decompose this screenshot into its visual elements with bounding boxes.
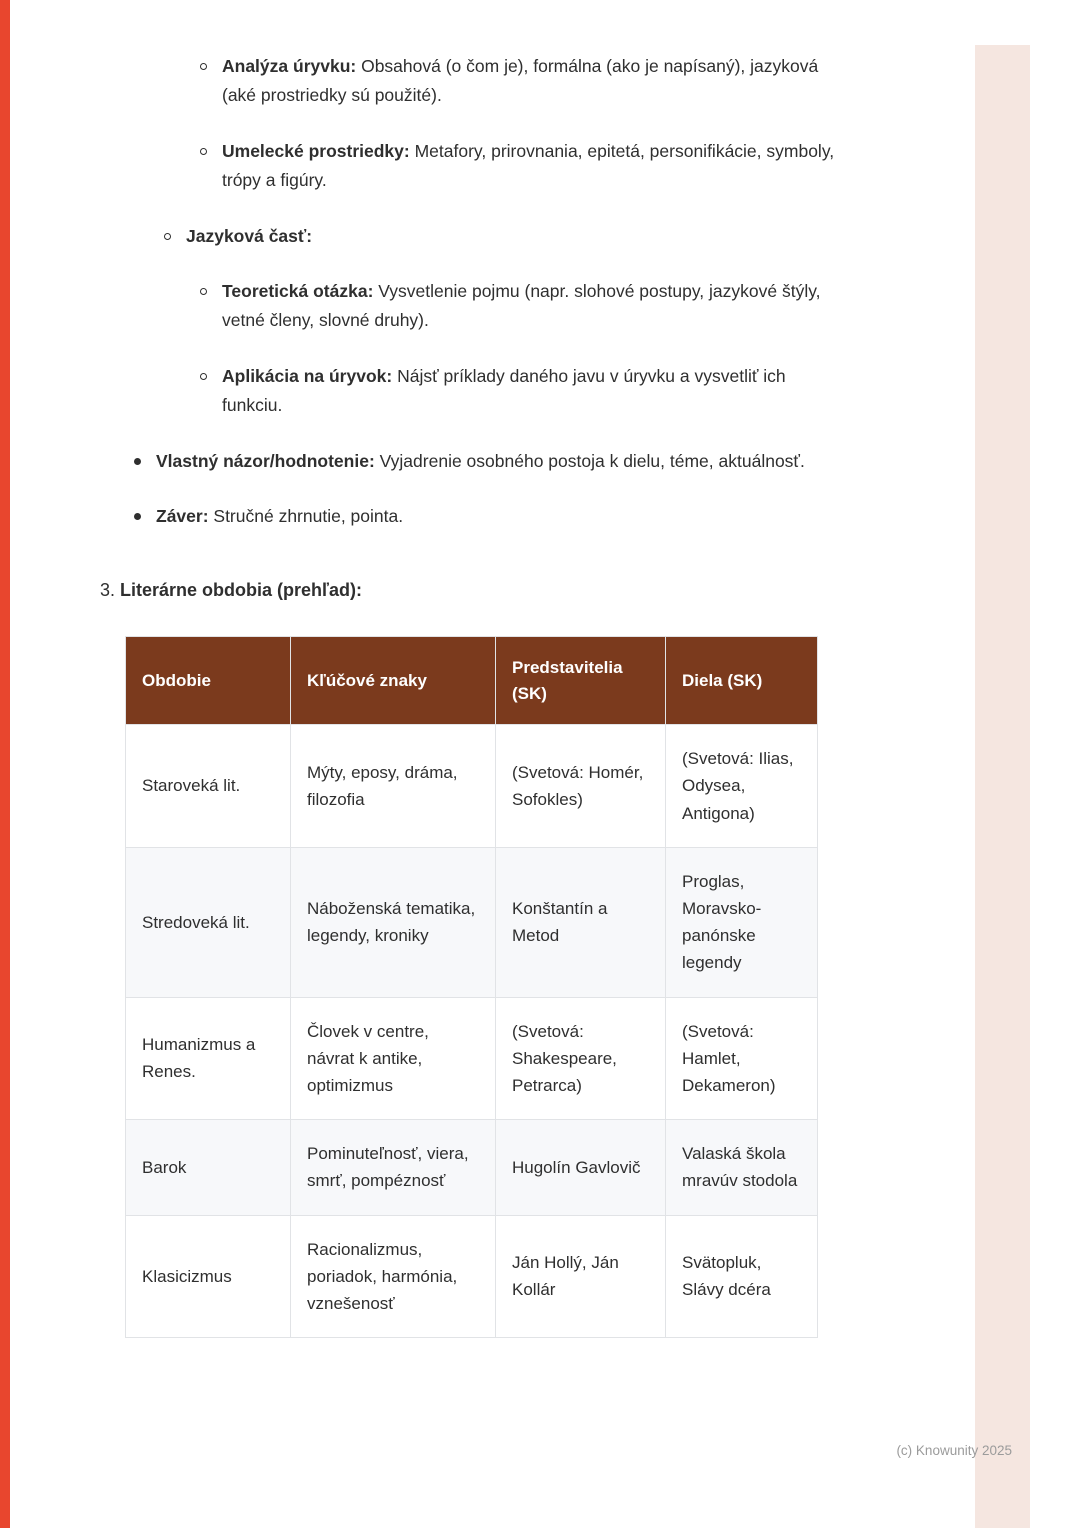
list-item-text: Teoretická otázka: Vysvetlenie pojmu (napr. slohové postupy, jazykové štýly, vetné členy, slovné druhy). [222, 280, 821, 331]
list-item [100, 362, 840, 421]
table-row [126, 997, 818, 1120]
filled-bullet-icon [134, 513, 141, 520]
list-item-text: Jazyková časť: [186, 225, 313, 246]
table-cell: (Svetová: Shakespeare, Petrarca) [496, 997, 666, 1120]
table-cell: Náboženská tematika, legendy, kroniky [291, 847, 496, 997]
table-cell: Racionalizmus, poriadok, harmónia, vznešenosť [291, 1215, 496, 1338]
table-cell: Konštantín a Metod [496, 847, 666, 997]
open-bullet-icon [200, 373, 207, 380]
literary-periods-table [125, 636, 818, 1338]
list-item [100, 222, 840, 251]
table-row [126, 847, 818, 997]
table-cell: Klasicizmus [126, 1215, 291, 1338]
watermark: (c) Knowunity 2025 [896, 1443, 1012, 1458]
list-item-text: Záver: Stručné zhrnutie, pointa. [156, 505, 404, 526]
list-item [100, 502, 840, 531]
right-side-stripe [975, 45, 1030, 1528]
table-header-cell: Kľúčové znaky [291, 637, 496, 725]
table-cell: Staroveká lit. [126, 725, 291, 848]
table-cell: Proglas, Moravsko-panónske legendy [666, 847, 818, 997]
table-cell: (Svetová: Hamlet, Dekameron) [666, 997, 818, 1120]
table-row [126, 1215, 818, 1338]
document-content [100, 52, 840, 1338]
table-cell: Mýty, eposy, dráma, filozofia [291, 725, 496, 848]
section-heading [100, 577, 840, 604]
table-cell: Hugolín Gavlovič [496, 1120, 666, 1215]
table-header-row [126, 637, 818, 725]
left-accent-stripe [0, 0, 10, 1528]
filled-bullet-icon [134, 458, 141, 465]
table-cell: (Svetová: Homér, Sofokles) [496, 725, 666, 848]
open-bullet-icon [200, 63, 207, 70]
table-cell: Valaská škola mravúv stodola [666, 1120, 818, 1215]
open-bullet-icon [200, 288, 207, 295]
list-item [100, 137, 840, 196]
table-row [126, 1120, 818, 1215]
table-header-cell: Predstavitelia (SK) [496, 637, 666, 725]
section-title: Literárne obdobia (prehľad): [120, 580, 362, 601]
list-item [100, 447, 840, 476]
table-header-cell: Obdobie [126, 637, 291, 725]
table-cell: Stredoveká lit. [126, 847, 291, 997]
table-cell: Svätopluk, Slávy dcéra [666, 1215, 818, 1338]
table-cell: Ján Hollý, Ján Kollár [496, 1215, 666, 1338]
table-header-cell: Diela (SK) [666, 637, 818, 725]
list-item [100, 52, 840, 111]
section-number: 3. [100, 580, 116, 601]
open-bullet-icon [200, 148, 207, 155]
table-cell: Barok [126, 1120, 291, 1215]
list-item-text: Aplikácia na úryvok: Nájsť príklady daného javu v úryvku a vysvetliť ich funkciu. [222, 365, 786, 416]
table-row [126, 725, 818, 848]
list-item [100, 277, 840, 336]
list-item-text: Umelecké prostriedky: Metafory, prirovnania, epitetá, personifikácie, symboly, trópy a figúry. [222, 140, 835, 191]
list-item-text: Vlastný názor/hodnotenie: Vyjadrenie osobného postoja k dielu, téme, aktuálnosť. [156, 450, 805, 471]
table-cell: Pominuteľnosť, viera, smrť, pompéznosť [291, 1120, 496, 1215]
table-cell: Človek v centre, návrat k antike, optimizmus [291, 997, 496, 1120]
list-item-text: Analýza úryvku: Obsahová (o čom je), formálna (ako je napísaný), jazyková (aké prostriedky sú použité). [222, 56, 819, 106]
table-cell: Humanizmus a Renes. [126, 997, 291, 1120]
table-cell: (Svetová: Ilias, Odysea, Antigona) [666, 725, 818, 848]
open-bullet-icon [164, 233, 171, 240]
